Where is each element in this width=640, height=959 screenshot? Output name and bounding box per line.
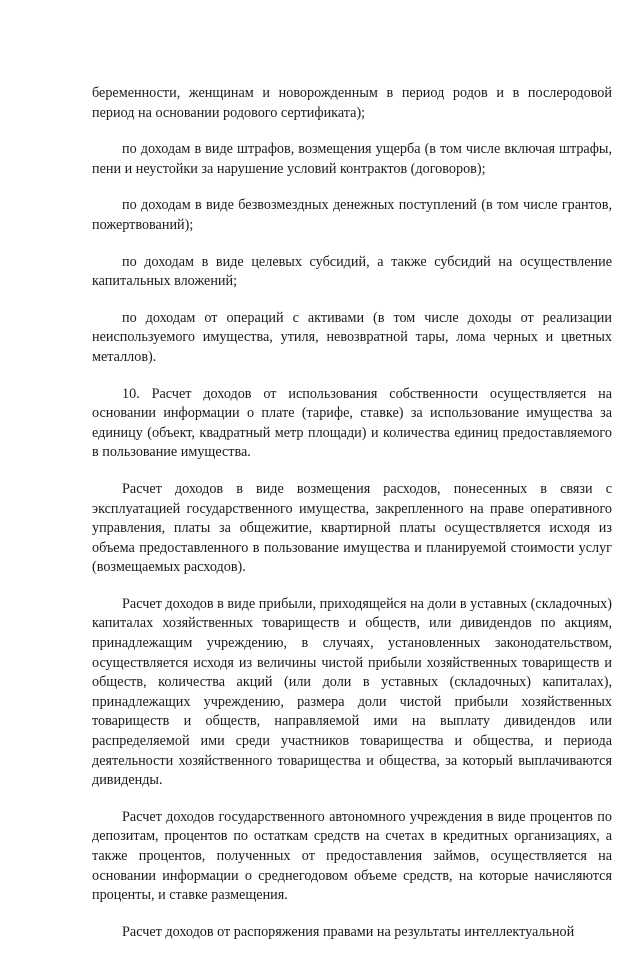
paragraph-gratuitous-receipts: по доходам в виде безвозмездных денежных поступлений (в том числе грантов, пожертвований); [92,197,612,233]
paragraph-dividends-income: Расчет доходов в виде прибыли, приходящейся на доли в уставных (складочных) капиталах хозяйственных товариществ и обществ, или дивидендов по акциям, принадлежащим учреждению, в случаях, установленных законодательством, осуществляется исходя из величины чистой прибыли хозяйственных товариществ и обществ, количества акций (или доли в уставных (складочных) капиталах), принадлежащих учреждению, размера доли чистой прибыли хозяйственных товариществ и обществ, направляемой ими на выплату дивидендов или распределяемой ими среди участников товарищества и общества, и периода деятельности хозяйственного товарищества и общества, за который выплачиваются дивиденды. [92,595,612,789]
paragraph-intellectual-property: Расчет доходов от распоряжения правами на результаты интеллектуальной [122,923,575,940]
paragraph-fines-income: по доходам в виде штрафов, возмещения ущерба (в том числе включая штрафы, пени и неустойки за нарушение условий контрактов (договоров); [92,141,612,177]
paragraph-property-use-income: 10. Расчет доходов от использования собственности осуществляется на основании информации о плате (тарифе, ставке) за использование имущества за единицу (объект, квадратный метр площади) и количества единиц предоставляемого в пользование имущества. [92,385,612,461]
document-body [92,84,612,959]
paragraph-continuation: беременности, женщинам и новорожденным в период родов и в послеродовой период на основании родового сертификата); [92,85,612,121]
paragraph-asset-operations: по доходам от операций с активами (в том числе доходы от реализации неиспользуемого имущества, утиля, невозвратной тары, лома черных и цветных металлов). [92,309,612,365]
paragraph-expense-reimbursement: Расчет доходов в виде возмещения расходов, понесенных в связи с эксплуатацией государственного имущества, закрепленного на праве оперативного управления, платы за общежитие, квартирной платы осуществляется исходя из объема предоставленного в пользование имущества и планируемой стоимости услуг (возмещаемых расходов). [92,480,612,576]
paragraph-interest-income: Расчет доходов государственного автономного учреждения в виде процентов по депозитам, процентов по остаткам средств на счетах в кредитных организациях, а также процентов, полученных от предоставления займов, осуществляется на основании информации о среднегодовом объеме средств, на которые начисляются проценты, и ставке размещения. [92,808,612,904]
paragraph-targeted-subsidies: по доходам в виде целевых субсидий, а также субсидий на осуществление капитальных вложений; [92,253,612,290]
